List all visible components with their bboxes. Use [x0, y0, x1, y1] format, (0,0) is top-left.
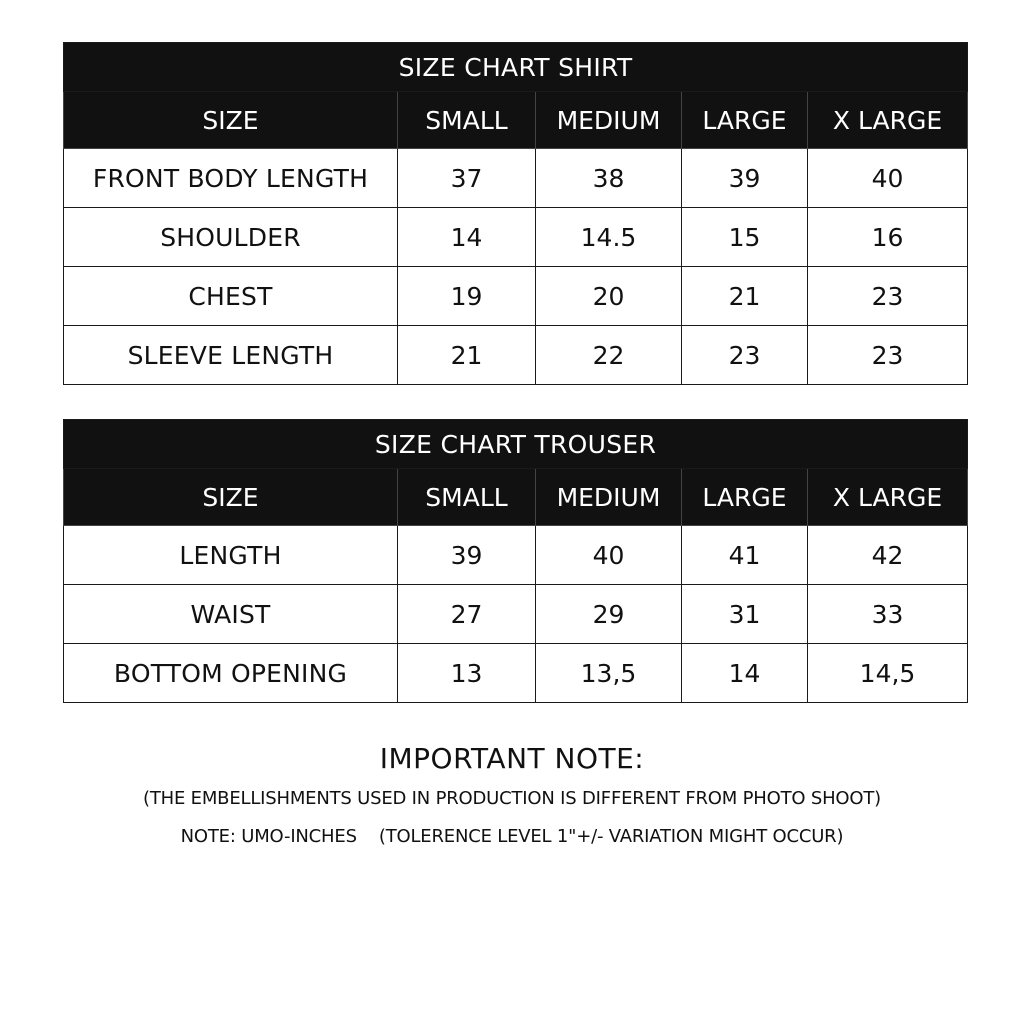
table-cell: 31 [682, 585, 808, 644]
table-cell: 33 [808, 585, 968, 644]
table-cell: 40 [536, 526, 682, 585]
table-cell: 19 [398, 267, 536, 326]
table-cell: 29 [536, 585, 682, 644]
table-cell: 21 [682, 267, 808, 326]
column-header-size: SIZE [64, 92, 398, 149]
row-label: BOTTOM OPENING [64, 644, 398, 703]
table-cell: 20 [536, 267, 682, 326]
table-row [64, 526, 968, 585]
shirt-size-chart [63, 42, 968, 385]
table-cell: 15 [682, 208, 808, 267]
table-cell: 21 [398, 326, 536, 385]
table-row [64, 208, 968, 267]
column-header-x-large: X LARGE [808, 469, 968, 526]
table-cell: 40 [808, 149, 968, 208]
column-header-small: SMALL [398, 469, 536, 526]
table-row [64, 267, 968, 326]
table-cell: 13,5 [536, 644, 682, 703]
table-cell: 42 [808, 526, 968, 585]
table-cell: 41 [682, 526, 808, 585]
shirt-chart-title: SIZE CHART SHIRT [64, 43, 968, 92]
table-cell: 39 [682, 149, 808, 208]
column-header-x-large: X LARGE [808, 92, 968, 149]
column-header-large: LARGE [682, 92, 808, 149]
trouser-size-chart [63, 419, 968, 703]
table-cell: 16 [808, 208, 968, 267]
table-cell: 38 [536, 149, 682, 208]
table-cell: 23 [808, 267, 968, 326]
table-cell: 14,5 [808, 644, 968, 703]
column-header-medium: MEDIUM [536, 469, 682, 526]
row-label: WAIST [64, 585, 398, 644]
important-note-heading: IMPORTANT NOTE: [379, 742, 645, 775]
table-row [64, 644, 968, 703]
row-label: SHOULDER [64, 208, 398, 267]
tolerance-note: NOTE: UMO-INCHES (TOLERENCE LEVEL 1"+/- VARIATION MIGHT OCCUR) [180, 826, 844, 847]
table-cell: 23 [682, 326, 808, 385]
table-cell: 37 [398, 149, 536, 208]
table-cell: 22 [536, 326, 682, 385]
column-header-size: SIZE [64, 469, 398, 526]
table-row [64, 585, 968, 644]
table-cell: 13 [398, 644, 536, 703]
trouser-chart-title: SIZE CHART TROUSER [64, 420, 968, 469]
row-label: SLEEVE LENGTH [64, 326, 398, 385]
embellishment-note: (THE EMBELLISHMENTS USED IN PRODUCTION IS DIFFERENT FROM PHOTO SHOOT) [143, 788, 881, 809]
table-cell: 27 [398, 585, 536, 644]
table-cell: 14 [398, 208, 536, 267]
table-cell: 39 [398, 526, 536, 585]
table-cell: 14.5 [536, 208, 682, 267]
table-row [64, 149, 968, 208]
column-header-medium: MEDIUM [536, 92, 682, 149]
table-row [64, 326, 968, 385]
table-cell: 14 [682, 644, 808, 703]
row-label: FRONT BODY LENGTH [64, 149, 398, 208]
row-label: CHEST [64, 267, 398, 326]
table-cell: 23 [808, 326, 968, 385]
column-header-large: LARGE [682, 469, 808, 526]
row-label: LENGTH [64, 526, 398, 585]
column-header-small: SMALL [398, 92, 536, 149]
